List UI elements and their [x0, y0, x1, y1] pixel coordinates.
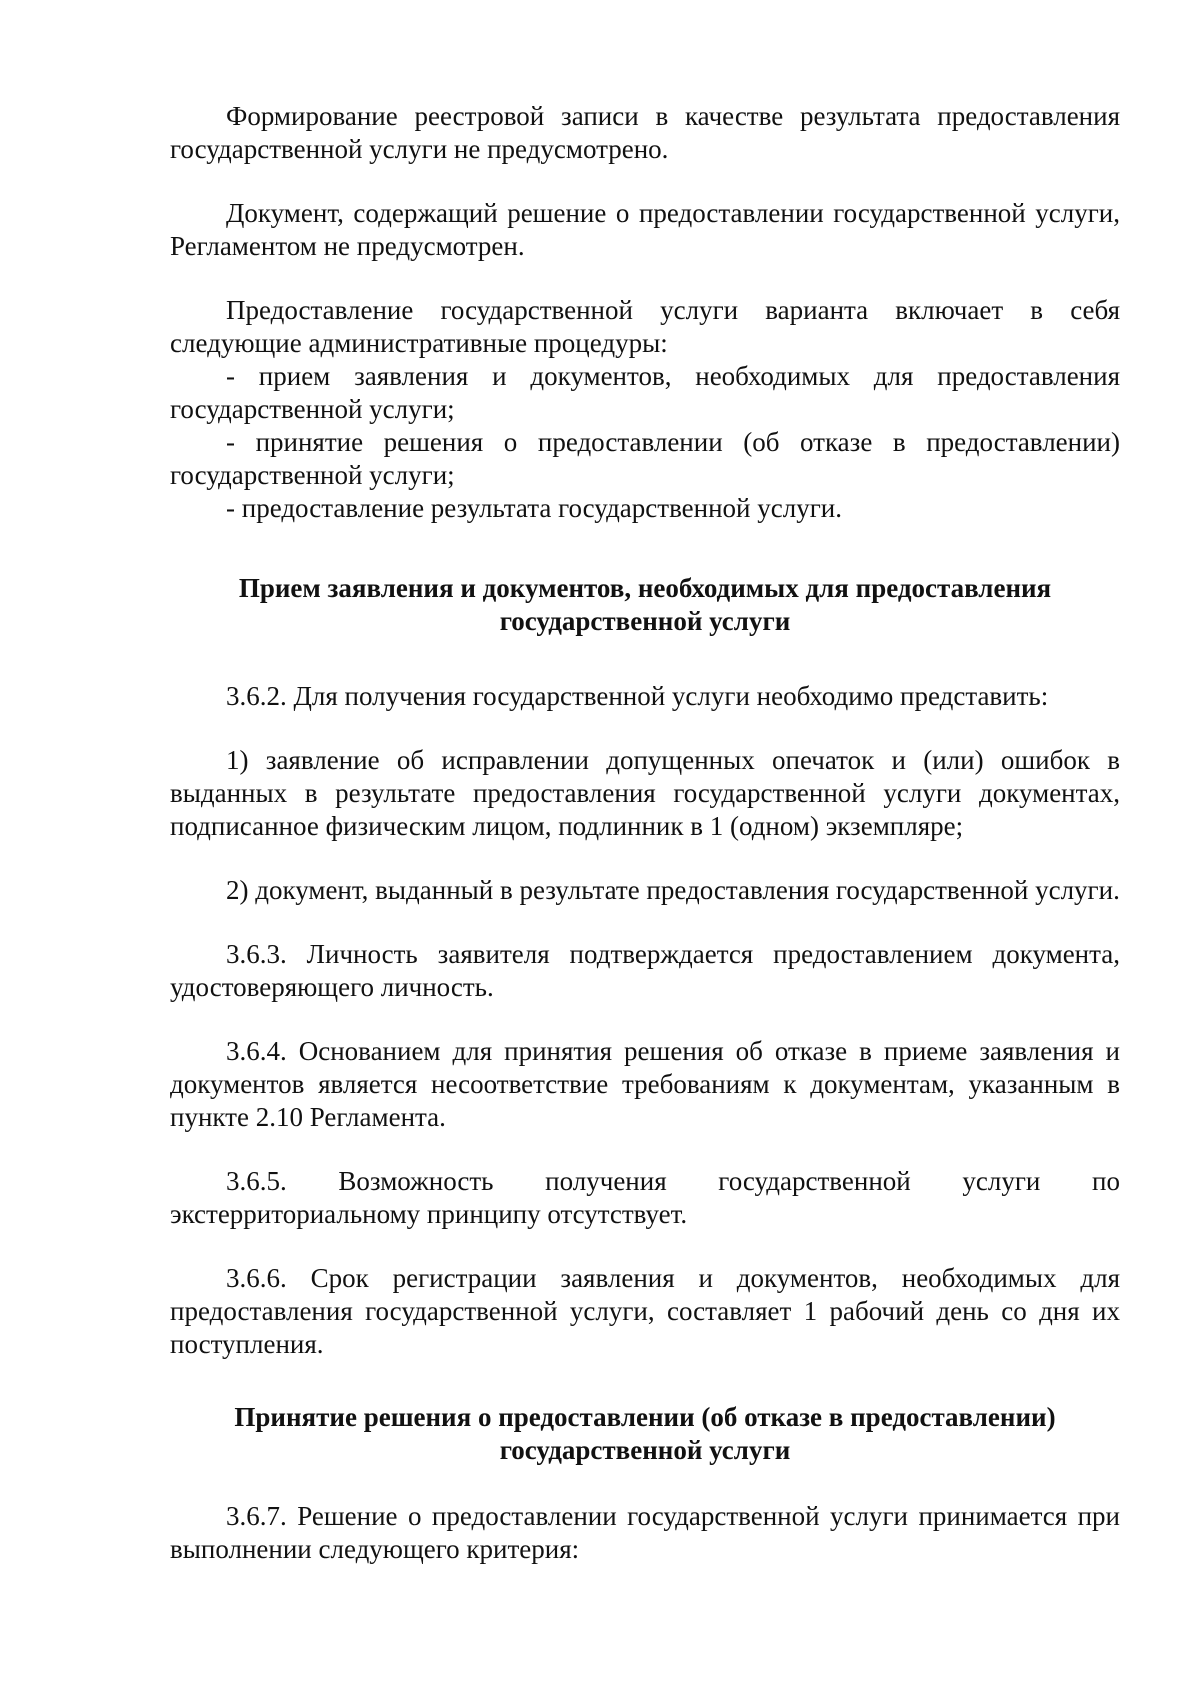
procedure-list-item: - предоставление результата государственной услуги.	[226, 493, 842, 523]
paragraph-registry-record: Формирование реестровой записи в качестве результата предоставления государственной услуги не предусмотрено.	[170, 101, 1120, 164]
section-heading-line: государственной услуги	[499, 1435, 791, 1465]
procedure-list-item: - принятие решения о предоставлении (об отказе в предоставлении) государственной услуги;	[170, 427, 1120, 490]
section-heading-line: Принятие решения о предоставлении (об отказе в предоставлении)	[234, 1402, 1056, 1432]
paragraph-procedures-intro: Предоставление государственной услуги варианта включает в себя следующие административные процедуры:	[170, 295, 1120, 358]
paragraph-3-6-6: 3.6.6. Срок регистрации заявления и документов, необходимых для предоставления государственной услуги, составляет 1 рабочий день со дня их поступления.	[170, 1263, 1120, 1359]
paragraph-required-item-2: 2) документ, выданный в результате предоставления государственной услуги.	[226, 875, 1120, 905]
section-heading-line: Прием заявления и документов, необходимых для предоставления	[238, 573, 1052, 603]
section-heading-reception	[170, 572, 1120, 638]
paragraph-decision-document: Документ, содержащий решение о предоставлении государственной услуги, Регламентом не предусмотрен.	[170, 198, 1120, 261]
paragraph-3-6-4: 3.6.4. Основанием для принятия решения об отказе в приеме заявления и документов является несоответствие требованиям к документам, указанным в пункте 2.10 Регламента.	[170, 1036, 1120, 1132]
document-page	[170, 100, 1120, 1597]
paragraph-3-6-7: 3.6.7. Решение о предоставлении государственной услуги принимается при выполнении следующего критерия:	[170, 1501, 1120, 1564]
procedure-list-item: - прием заявления и документов, необходимых для предоставления государственной услуги;	[170, 361, 1120, 424]
paragraph-3-6-5-line: 3.6.5. Возможность получения государственной услуги по	[226, 1166, 1120, 1196]
paragraph-3-6-2: 3.6.2. Для получения государственной услуги необходимо представить:	[226, 681, 1049, 711]
paragraph-3-6-3: 3.6.3. Личность заявителя подтверждается предоставлением документа, удостоверяющего личность.	[170, 939, 1120, 1002]
paragraph-3-6-5	[170, 1165, 1120, 1231]
section-heading-decision	[170, 1401, 1120, 1467]
paragraph-3-6-5-line: экстерриториальному принципу отсутствует.	[170, 1199, 688, 1229]
paragraph-required-item-1: 1) заявление об исправлении допущенных опечаток и (или) ошибок в выданных в результате предоставления государственной услуги документах, подписанное физическим лицом, подлинник в 1 (одном) экземпляре;	[170, 745, 1120, 841]
section-heading-line: государственной услуги	[499, 606, 791, 636]
